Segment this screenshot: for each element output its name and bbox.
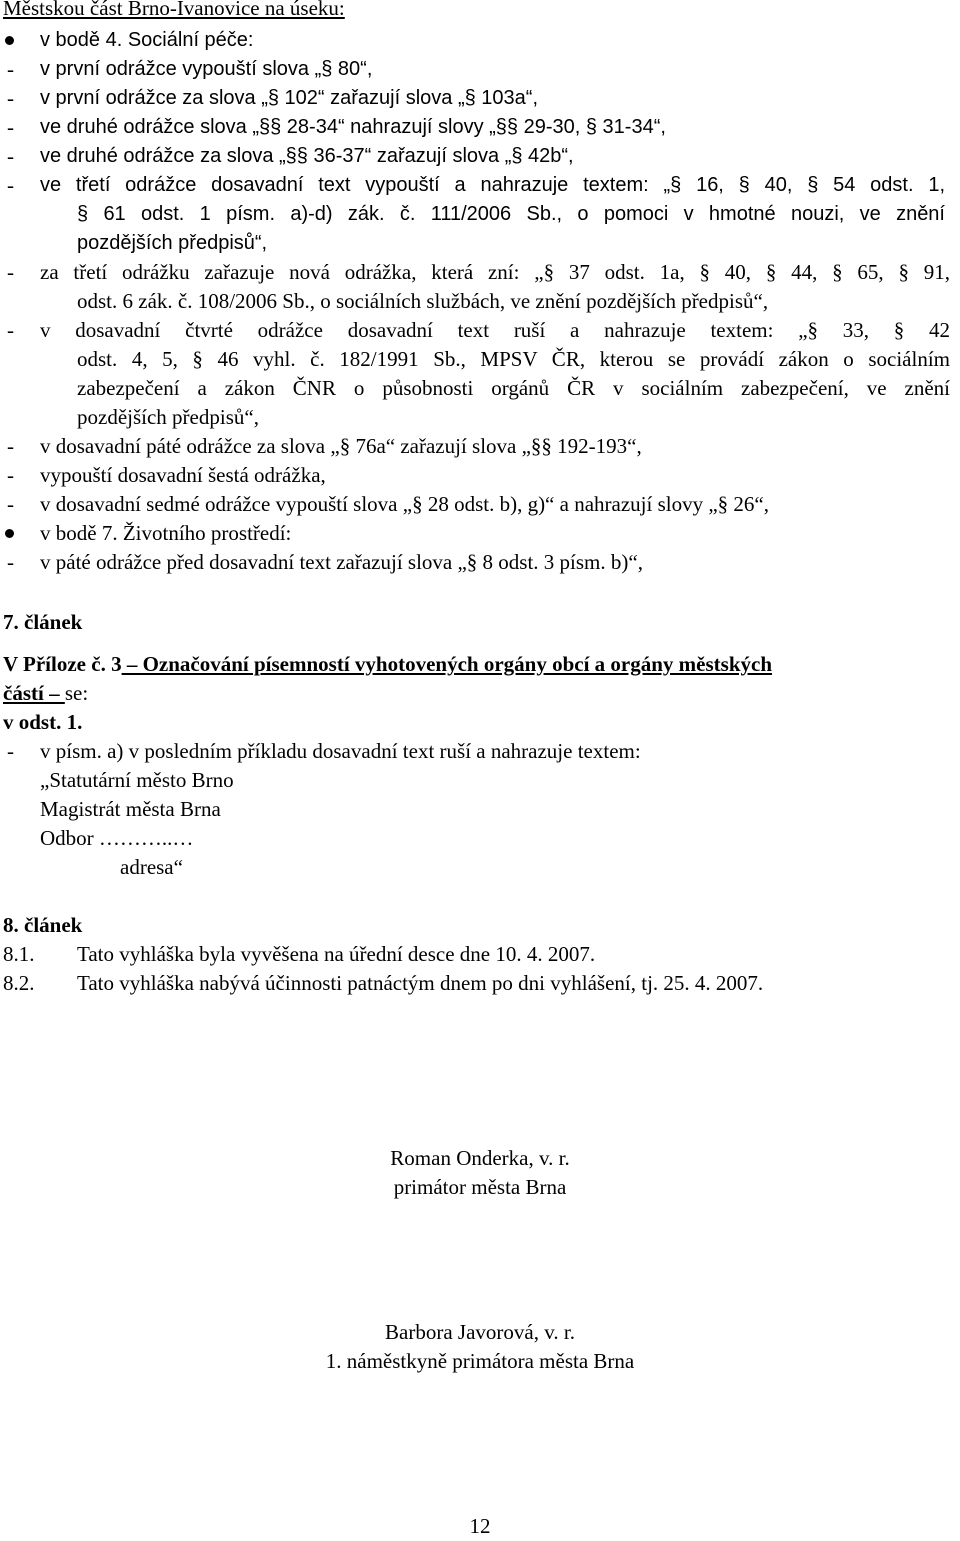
priloha-line-1: [3, 650, 772, 679]
bod4-item-5-line-3: pozdějších předpisů“,: [77, 232, 268, 254]
bullet-icon: [5, 36, 14, 45]
bod7-title: v bodě 7. Životního prostředí:: [40, 521, 292, 545]
bod4-item-7-line-4: pozdějších předpisů“,: [77, 405, 259, 429]
paragraph-8-1: Tato vyhláška byla vyvěšena na úřední desce dne 10. 4. 2007.: [77, 942, 596, 966]
dash: -: [7, 144, 14, 168]
signature-1-name: Roman Onderka, v. r.: [390, 1146, 570, 1170]
dash: -: [7, 173, 14, 197]
bod4-item-6-line-2: odst. 6 zák. č. 108/2006 Sb., o sociálních službách, ve znění pozdějších předpisů“,: [77, 289, 769, 313]
dash: -: [7, 434, 14, 458]
dash: -: [7, 86, 14, 110]
quote-line-3: Odbor ………..…: [40, 826, 194, 850]
bod4-item-1: v první odrážce vypouští slova „§ 80“,: [40, 58, 373, 80]
bod4-item-7-line-2: odst. 4, 5, § 46 vyhl. č. 182/1991 Sb., MPSV ČR, kterou se provádí zákon o sociálním: [77, 347, 950, 371]
priloha-title-part-2: částí –: [3, 681, 65, 705]
dash: -: [7, 463, 14, 487]
bod4-item-5-line-2: § 61 odst. 1 písm. a)-d) zák. č. 111/2006 Sb., o pomoci v hmotné nouzi, ve znění: [77, 203, 945, 225]
bod4-item-7-line-1: v dosavadní čtvrté odrážce dosavadní text ruší a nahrazuje textem: „§ 33, § 42: [40, 318, 950, 342]
bod4-title: v bodě 4. Sociální péče:: [40, 29, 254, 51]
dash: -: [7, 115, 14, 139]
bod4-item-6-line-1: za třetí odrážku zařazuje nová odrážka, která zní: „§ 37 odst. 1a, § 40, § 44, § 65, § 91,: [40, 260, 950, 284]
clanek-7-item: v písm. a) v posledním příkladu dosavadní text ruší a nahrazuje textem:: [40, 739, 641, 763]
dash: -: [7, 57, 14, 81]
dash: -: [7, 492, 14, 516]
dash: -: [7, 260, 14, 284]
dash: -: [7, 550, 14, 574]
bod4-item-10: v dosavadní sedmé odrážce vypouští slova „§ 28 odst. b), g)“ a nahrazují slovy „§ 26“,: [40, 492, 769, 516]
paragraph-number: 8.2.: [3, 971, 35, 995]
bod4-item-5-line-1: ve třetí odrážce dosavadní text vypouští a nahrazuje textem: „§ 16, § 40, § 54 odst. 1,: [40, 174, 945, 196]
bod4-item-4: ve druhé odrážce za slova „§§ 36-37“ zařazují slova „§ 42b“,: [40, 145, 574, 167]
signature-2-name: Barbora Javorová, v. r.: [385, 1320, 575, 1344]
bod4-item-7-line-3: zabezpečení a zákon ČNR o působnosti orgánů ČR v sociálním zabezpečení, ve znění: [77, 376, 950, 400]
dash: -: [7, 318, 14, 342]
priloha-line-2: [3, 679, 88, 708]
bod7-item-1: v páté odrážce před dosavadní text zařazují slova „§ 8 odst. 3 písm. b)“,: [40, 550, 643, 574]
dash: -: [7, 739, 14, 763]
priloha-ref: V Příloze č. 3: [3, 652, 122, 676]
signature-1-title: primátor města Brna: [393, 1175, 567, 1199]
section-header: Městskou část Brno-Ivanovice na úseku:: [3, 0, 345, 20]
bullet-icon: [5, 529, 14, 538]
priloha-title-part-1: – Označování písemností vyhotovených orgány obcí a orgány městských: [121, 652, 773, 676]
bod4-item-2: v první odrážce za slova „§ 102“ zařazují slova „§ 103a“,: [40, 87, 539, 109]
bod4-item-8: v dosavadní páté odrážce za slova „§ 76a“ zařazují slova „§§ 192-193“,: [40, 434, 642, 458]
page-number: 12: [469, 1514, 491, 1538]
bod4-item-9: vypouští dosavadní šestá odrážka,: [40, 463, 326, 487]
paragraph-8-2: Tato vyhláška nabývá účinnosti patnáctým dnem po dni vyhlášení, tj. 25. 4. 2007.: [77, 971, 764, 995]
paragraph-number: 8.1.: [3, 942, 35, 966]
clanek-8-heading: 8. článek: [3, 913, 83, 937]
signature-2-title: 1. náměstkyně primátora města Brna: [325, 1349, 635, 1373]
odst-label: v odst. 1.: [3, 710, 83, 734]
clanek-7-heading: 7. článek: [3, 610, 83, 634]
bod4-item-3: ve druhé odrážce slova „§§ 28-34“ nahrazují slovy „§§ 29-30, § 31-34“,: [40, 116, 666, 138]
priloha-se: se:: [64, 681, 89, 705]
quote-line-4: adresa“: [120, 855, 183, 879]
quote-line-1: „Statutární město Brno: [40, 768, 234, 792]
quote-line-2: Magistrát města Brna: [40, 797, 221, 821]
